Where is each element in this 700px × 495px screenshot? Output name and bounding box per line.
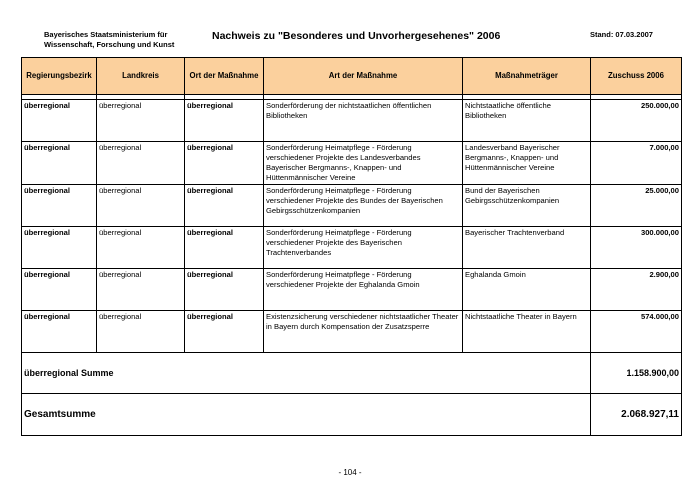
- ministry-line-2: Wissenschaft, Forschung und Kunst: [44, 40, 175, 49]
- page-number: - 104 -: [338, 468, 362, 477]
- total-label: Gesamtsumme: [22, 394, 591, 436]
- cell-landkreis: überregional: [97, 269, 185, 311]
- cell-traeger: Eghalanda Gmoin: [463, 269, 591, 311]
- table-row: [22, 311, 682, 353]
- cell-zuschuss: 574.000,00: [591, 311, 682, 353]
- col-header-ort: Ort der Maßnahme: [185, 58, 264, 95]
- cell-traeger: Nichtstaatliche öffentliche Bibliotheken: [463, 100, 591, 142]
- cell-bezirk: überregional: [22, 185, 97, 227]
- cell-traeger: Bayerischer Trachtenverband: [463, 227, 591, 269]
- cell-ort: überregional: [185, 100, 264, 142]
- cell-landkreis: überregional: [97, 311, 185, 353]
- col-header-zuschuss: Zuschuss 2006: [591, 58, 682, 95]
- document-title: Nachweis zu "Besonderes und Unvorhergesehenes" 2006: [212, 30, 501, 42]
- table-row: [22, 269, 682, 311]
- col-header-landkreis: Landkreis: [97, 58, 185, 95]
- cell-ort: überregional: [185, 142, 264, 185]
- col-header-regierungsbezirk: Regierungsbezirk: [22, 58, 97, 95]
- table-row: [22, 100, 682, 142]
- cell-traeger: Bund der Bayerischen Gebirgsschützenkompanien: [463, 185, 591, 227]
- cell-ort: überregional: [185, 185, 264, 227]
- cell-bezirk: überregional: [22, 269, 97, 311]
- subtotal-value: 1.158.900,00: [591, 353, 682, 394]
- cell-art: Sonderförderung der nichtstaatlichen öffentlichen Bibliotheken: [264, 100, 463, 142]
- cell-zuschuss: 300.000,00: [591, 227, 682, 269]
- col-header-art: Art der Maßnahme: [264, 58, 463, 95]
- subtotal-label: überregional Summe: [22, 353, 591, 394]
- cell-ort: überregional: [185, 311, 264, 353]
- cell-zuschuss: 2.900,00: [591, 269, 682, 311]
- cell-bezirk: überregional: [22, 100, 97, 142]
- ministry-line-1: Bayerisches Staatsministerium für: [44, 30, 168, 39]
- table-row: [22, 142, 682, 185]
- total-row: [22, 394, 682, 436]
- cell-traeger: Nichtstaatliche Theater in Bayern: [463, 311, 591, 353]
- cell-ort: überregional: [185, 269, 264, 311]
- cell-bezirk: überregional: [22, 311, 97, 353]
- cell-art: Existenzsicherung verschiedener nichtstaatlicher Theater in Bayern durch Kompensation der Zusatzsperre: [264, 311, 463, 353]
- cell-landkreis: überregional: [97, 227, 185, 269]
- table-header-row: [22, 58, 682, 95]
- cell-zuschuss: 25.000,00: [591, 185, 682, 227]
- col-header-traeger: Maßnahmeträger: [463, 58, 591, 95]
- table-row: [22, 227, 682, 269]
- cell-ort: überregional: [185, 227, 264, 269]
- subtotal-row: [22, 353, 682, 394]
- funding-table: [21, 57, 682, 436]
- cell-zuschuss: 7.000,00: [591, 142, 682, 185]
- cell-landkreis: überregional: [97, 185, 185, 227]
- total-value: 2.068.927,11: [591, 394, 682, 436]
- cell-art: Sonderförderung Heimatpflege - Förderung verschiedener Projekte des Landesverbandes Bayerischer Bergmanns-, Knappen- und Hüttenmännischer Vereine: [264, 142, 463, 185]
- cell-bezirk: überregional: [22, 142, 97, 185]
- cell-art: Sonderförderung Heimatpflege - Förderung verschiedener Projekte des Bayerischen Trachtenverbandes: [264, 227, 463, 269]
- cell-landkreis: überregional: [97, 100, 185, 142]
- cell-landkreis: überregional: [97, 142, 185, 185]
- stand-date: Stand: 07.03.2007: [590, 30, 653, 39]
- cell-art: Sonderförderung Heimatpflege - Förderung verschiedener Projekte des Bundes der Bayerischen Gebirgsschützenkompanien: [264, 185, 463, 227]
- cell-traeger: Landesverband Bayerischer Bergmanns-, Knappen- und Hüttenmännischer Vereine: [463, 142, 591, 185]
- cell-bezirk: überregional: [22, 227, 97, 269]
- cell-art: Sonderförderung Heimatpflege - Förderung verschiedener Projekte der Eghalanda Gmoin: [264, 269, 463, 311]
- cell-zuschuss: 250.000,00: [591, 100, 682, 142]
- table-row: [22, 185, 682, 227]
- ministry-name: [44, 30, 174, 50]
